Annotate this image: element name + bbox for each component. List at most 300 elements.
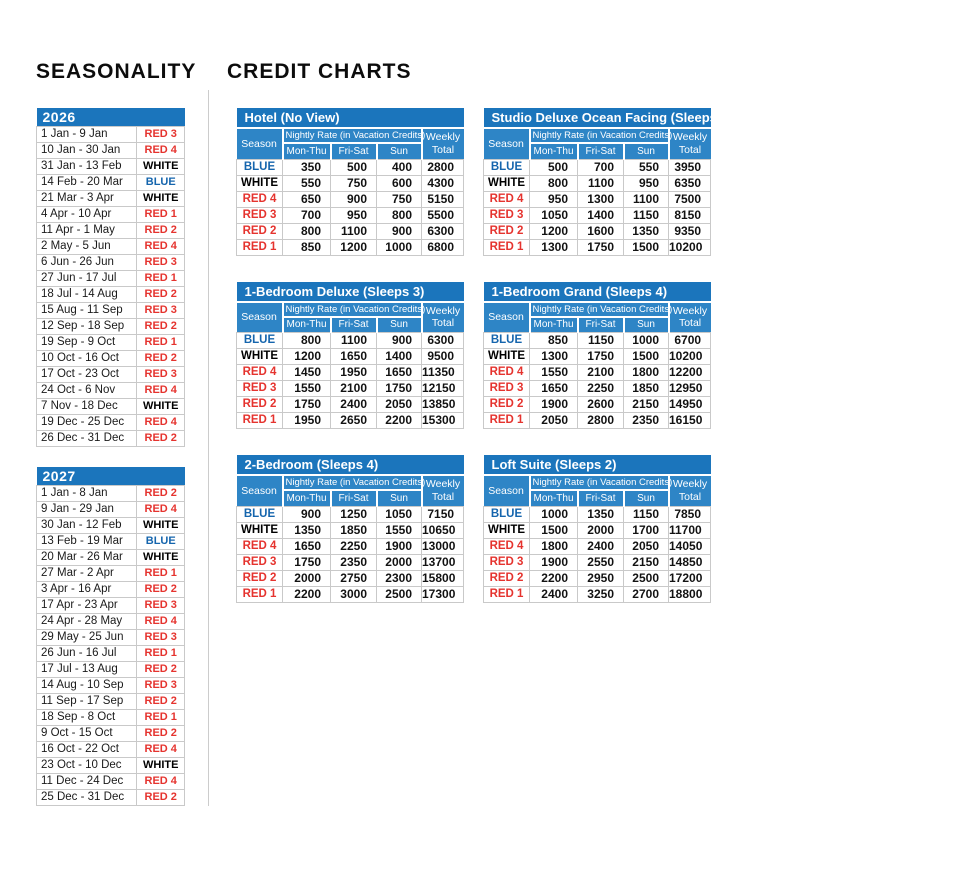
chart-title: Hotel (No View) — [237, 108, 464, 128]
season-date-row — [37, 191, 185, 207]
rate-sun: 950 — [624, 175, 669, 191]
season-label: RED 1 — [137, 566, 185, 582]
season-label: WHITE — [137, 399, 185, 415]
date-range: 10 Jan - 30 Jan — [37, 143, 137, 159]
season-label: RED 3 — [484, 381, 530, 397]
weekly-total-value: 6350 — [669, 175, 711, 191]
column-header-mon-thu: Mon-Thu — [530, 143, 578, 159]
date-range: 12 Sep - 18 Sep — [37, 319, 137, 335]
rate-mon-thu: 1000 — [530, 506, 578, 522]
weekly-total-value: 11350 — [422, 365, 464, 381]
column-header-nightly-rate: Nightly Rate (in Vacation Credits) — [530, 128, 669, 143]
season-date-row — [37, 399, 185, 415]
weekly-total-value: 11700 — [669, 522, 711, 538]
chart-data-row — [484, 522, 711, 538]
column-header-fri-sat: Fri-Sat — [331, 143, 377, 159]
rate-fri-sat: 1350 — [578, 506, 624, 522]
credit-charts-grid — [236, 108, 733, 603]
rate-mon-thu: 700 — [283, 207, 331, 223]
chart-data-row — [237, 413, 464, 429]
season-label: RED 2 — [237, 570, 283, 586]
weekly-total-value: 7850 — [669, 506, 711, 522]
rate-mon-thu: 500 — [530, 159, 578, 175]
rate-mon-thu: 800 — [283, 223, 331, 239]
season-label: BLUE — [484, 333, 530, 349]
date-range: 18 Jul - 14 Aug — [37, 287, 137, 303]
chart-data-row — [237, 506, 464, 522]
season-label: BLUE — [484, 159, 530, 175]
rate-sun: 900 — [377, 333, 422, 349]
season-label: RED 2 — [484, 397, 530, 413]
season-label: BLUE — [484, 506, 530, 522]
season-label: RED 4 — [484, 191, 530, 207]
season-date-row — [37, 662, 185, 678]
weekly-total-value: 18800 — [669, 586, 711, 602]
date-range: 26 Jun - 16 Jul — [37, 646, 137, 662]
season-label: RED 2 — [137, 431, 185, 447]
column-header-fri-sat: Fri-Sat — [578, 143, 624, 159]
rate-sun: 800 — [377, 207, 422, 223]
column-header-fri-sat: Fri-Sat — [331, 490, 377, 506]
rate-sun: 1800 — [624, 365, 669, 381]
season-date-row — [37, 143, 185, 159]
season-label: BLUE — [137, 534, 185, 550]
rate-mon-thu: 850 — [283, 239, 331, 255]
chart-title: 1-Bedroom Deluxe (Sleeps 3) — [237, 282, 464, 302]
rate-sun: 1900 — [377, 538, 422, 554]
weekly-total-value: 16150 — [669, 413, 711, 429]
season-label: RED 4 — [137, 143, 185, 159]
rate-mon-thu: 1650 — [530, 381, 578, 397]
date-range: 24 Oct - 6 Nov — [37, 383, 137, 399]
rate-sun: 550 — [624, 159, 669, 175]
date-range: 20 Mar - 26 Mar — [37, 550, 137, 566]
rate-sun: 2500 — [377, 586, 422, 602]
rate-fri-sat: 1100 — [331, 223, 377, 239]
chart-data-row — [237, 397, 464, 413]
chart-data-row — [484, 538, 711, 554]
season-label: RED 2 — [137, 726, 185, 742]
weekly-total-value: 9500 — [422, 349, 464, 365]
weekly-total-value: 7150 — [422, 506, 464, 522]
seasonality-table — [36, 467, 185, 806]
rate-sun: 750 — [377, 191, 422, 207]
section-divider — [208, 90, 209, 806]
season-label: WHITE — [137, 758, 185, 774]
season-label: RED 4 — [137, 239, 185, 255]
chart-header-row-1 — [237, 302, 464, 317]
year-header-row — [37, 467, 185, 486]
chart-data-row — [484, 506, 711, 522]
season-date-row — [37, 383, 185, 399]
rate-sun: 1400 — [377, 349, 422, 365]
chart-data-row — [484, 191, 711, 207]
rate-mon-thu: 350 — [283, 159, 331, 175]
rate-mon-thu: 1900 — [530, 397, 578, 413]
weekly-total-value: 3950 — [669, 159, 711, 175]
season-label: RED 4 — [137, 502, 185, 518]
chart-title: 2-Bedroom (Sleeps 4) — [237, 455, 464, 475]
rate-mon-thu: 950 — [530, 191, 578, 207]
season-label: BLUE — [137, 175, 185, 191]
chart-data-row — [237, 207, 464, 223]
season-date-row — [37, 758, 185, 774]
date-range: 7 Nov - 18 Dec — [37, 399, 137, 415]
chart-title: Studio Deluxe Ocean Facing (Sleeps 2) — [484, 108, 711, 128]
rate-fri-sat: 1200 — [331, 239, 377, 255]
season-label: RED 1 — [137, 207, 185, 223]
season-label: RED 2 — [137, 790, 185, 806]
column-header-sun: Sun — [377, 317, 422, 333]
chart-data-row — [484, 570, 711, 586]
rate-fri-sat: 1950 — [331, 365, 377, 381]
weekly-total-value: 6300 — [422, 333, 464, 349]
season-date-row — [37, 415, 185, 431]
rate-mon-thu: 1500 — [530, 522, 578, 538]
date-range: 19 Sep - 9 Oct — [37, 335, 137, 351]
credit-charts-heading: CREDIT CHARTS — [227, 60, 412, 83]
weekly-total-value: 17200 — [669, 570, 711, 586]
rate-mon-thu: 2050 — [530, 413, 578, 429]
rate-fri-sat: 1850 — [331, 522, 377, 538]
season-date-row — [37, 127, 185, 143]
rate-mon-thu: 1900 — [530, 554, 578, 570]
column-header-fri-sat: Fri-Sat — [578, 490, 624, 506]
credit-chart-table — [236, 455, 464, 603]
date-range: 17 Apr - 23 Apr — [37, 598, 137, 614]
rate-fri-sat: 1600 — [578, 223, 624, 239]
rate-fri-sat: 3250 — [578, 586, 624, 602]
chart-data-row — [484, 239, 711, 255]
chart-data-row — [484, 381, 711, 397]
rate-fri-sat: 1750 — [578, 349, 624, 365]
rate-sun: 2000 — [377, 554, 422, 570]
rate-fri-sat: 1250 — [331, 506, 377, 522]
season-label: BLUE — [237, 159, 283, 175]
season-label: RED 2 — [137, 486, 185, 502]
season-date-row — [37, 710, 185, 726]
column-header-nightly-rate: Nightly Rate (in Vacation Credits) — [283, 302, 422, 317]
rate-fri-sat: 500 — [331, 159, 377, 175]
date-range: 27 Jun - 17 Jul — [37, 271, 137, 287]
season-date-row — [37, 694, 185, 710]
date-range: 3 Apr - 16 Apr — [37, 582, 137, 598]
season-label: WHITE — [237, 522, 283, 538]
season-date-row — [37, 351, 185, 367]
column-header-mon-thu: Mon-Thu — [283, 490, 331, 506]
season-label: RED 2 — [484, 570, 530, 586]
date-range: 30 Jan - 12 Feb — [37, 518, 137, 534]
season-label: RED 4 — [484, 365, 530, 381]
rate-mon-thu: 2400 — [530, 586, 578, 602]
season-label: RED 3 — [137, 255, 185, 271]
rate-fri-sat: 750 — [331, 175, 377, 191]
column-header-nightly-rate: Nightly Rate (in Vacation Credits) — [530, 302, 669, 317]
chart-data-row — [484, 207, 711, 223]
year-header: 2027 — [37, 467, 185, 486]
season-label: WHITE — [484, 175, 530, 191]
rate-sun: 1150 — [624, 506, 669, 522]
credit-chart-table — [236, 108, 464, 256]
season-label: RED 4 — [137, 383, 185, 399]
credit-chart-table — [483, 108, 733, 256]
season-label: RED 3 — [484, 554, 530, 570]
rate-sun: 1000 — [624, 333, 669, 349]
weekly-total-value: 5500 — [422, 207, 464, 223]
year-header-row — [37, 108, 185, 127]
season-date-row — [37, 550, 185, 566]
rate-mon-thu: 900 — [283, 506, 331, 522]
date-range: 4 Apr - 10 Apr — [37, 207, 137, 223]
rate-sun: 1150 — [624, 207, 669, 223]
rate-sun: 1650 — [377, 365, 422, 381]
column-header-mon-thu: Mon-Thu — [530, 490, 578, 506]
season-date-row — [37, 582, 185, 598]
column-header-mon-thu: Mon-Thu — [283, 317, 331, 333]
season-date-row — [37, 207, 185, 223]
season-date-row — [37, 223, 185, 239]
rate-mon-thu: 1050 — [530, 207, 578, 223]
season-date-row — [37, 614, 185, 630]
season-label: RED 4 — [484, 538, 530, 554]
rate-mon-thu: 1450 — [283, 365, 331, 381]
date-range: 21 Mar - 3 Apr — [37, 191, 137, 207]
chart-data-row — [484, 223, 711, 239]
season-label: RED 1 — [484, 413, 530, 429]
column-header-season: Season — [237, 128, 283, 159]
date-range: 16 Oct - 22 Oct — [37, 742, 137, 758]
chart-data-row — [484, 333, 711, 349]
weekly-total-value: 14950 — [669, 397, 711, 413]
rate-sun: 1500 — [624, 239, 669, 255]
season-date-row — [37, 726, 185, 742]
season-label: RED 3 — [237, 381, 283, 397]
season-label: RED 1 — [237, 413, 283, 429]
weekly-total-value: 15800 — [422, 570, 464, 586]
column-header-weekly-total: Weekly Total — [422, 302, 464, 333]
rate-mon-thu: 1350 — [283, 522, 331, 538]
chart-data-row — [237, 522, 464, 538]
chart-title: Loft Suite (Sleeps 2) — [484, 455, 711, 475]
chart-data-row — [484, 554, 711, 570]
date-range: 9 Oct - 15 Oct — [37, 726, 137, 742]
seasonality-column — [36, 108, 188, 826]
season-date-row — [37, 367, 185, 383]
rate-sun: 2150 — [624, 397, 669, 413]
season-label: WHITE — [137, 518, 185, 534]
rate-fri-sat: 2600 — [578, 397, 624, 413]
date-range: 14 Feb - 20 Mar — [37, 175, 137, 191]
seasonality-table — [36, 108, 185, 447]
chart-title-row — [237, 455, 464, 475]
column-header-fri-sat: Fri-Sat — [331, 317, 377, 333]
rate-fri-sat: 2400 — [578, 538, 624, 554]
rate-fri-sat: 2950 — [578, 570, 624, 586]
rate-sun: 2300 — [377, 570, 422, 586]
rate-sun: 2200 — [377, 413, 422, 429]
weekly-total-value: 10200 — [669, 239, 711, 255]
rate-fri-sat: 2250 — [578, 381, 624, 397]
rate-fri-sat: 900 — [331, 191, 377, 207]
chart-data-row — [237, 159, 464, 175]
chart-data-row — [237, 381, 464, 397]
column-header-sun: Sun — [624, 490, 669, 506]
chart-data-row — [484, 365, 711, 381]
season-date-row — [37, 598, 185, 614]
rate-mon-thu: 1800 — [530, 538, 578, 554]
rate-mon-thu: 800 — [283, 333, 331, 349]
chart-header-row-1 — [484, 302, 711, 317]
season-label: WHITE — [237, 175, 283, 191]
column-header-sun: Sun — [624, 317, 669, 333]
chart-title-row — [484, 455, 711, 475]
chart-data-row — [484, 159, 711, 175]
season-label: RED 1 — [484, 239, 530, 255]
date-range: 11 Apr - 1 May — [37, 223, 137, 239]
season-date-row — [37, 774, 185, 790]
weekly-total-value: 6300 — [422, 223, 464, 239]
season-label: RED 2 — [137, 223, 185, 239]
season-date-row — [37, 319, 185, 335]
season-label: RED 3 — [137, 127, 185, 143]
rate-fri-sat: 2650 — [331, 413, 377, 429]
rate-mon-thu: 1550 — [283, 381, 331, 397]
season-label: RED 4 — [237, 365, 283, 381]
column-header-weekly-total: Weekly Total — [669, 128, 711, 159]
season-date-row — [37, 678, 185, 694]
rate-sun: 2150 — [624, 554, 669, 570]
season-date-row — [37, 630, 185, 646]
rate-fri-sat: 1150 — [578, 333, 624, 349]
rate-fri-sat: 2100 — [331, 381, 377, 397]
season-date-row — [37, 159, 185, 175]
column-header-sun: Sun — [624, 143, 669, 159]
rate-fri-sat: 2250 — [331, 538, 377, 554]
rate-mon-thu: 2200 — [283, 586, 331, 602]
column-header-sun: Sun — [377, 143, 422, 159]
season-date-row — [37, 790, 185, 806]
season-label: RED 4 — [137, 774, 185, 790]
rate-fri-sat: 1300 — [578, 191, 624, 207]
weekly-total-value: 8150 — [669, 207, 711, 223]
rate-sun: 1100 — [624, 191, 669, 207]
rate-mon-thu: 850 — [530, 333, 578, 349]
rate-sun: 400 — [377, 159, 422, 175]
rate-mon-thu: 1200 — [283, 349, 331, 365]
column-header-weekly-total: Weekly Total — [422, 475, 464, 506]
rate-sun: 1050 — [377, 506, 422, 522]
chart-data-row — [237, 333, 464, 349]
chart-header-row-1 — [484, 128, 711, 143]
season-label: RED 2 — [137, 351, 185, 367]
column-header-season: Season — [484, 128, 530, 159]
rate-sun: 1550 — [377, 522, 422, 538]
season-date-row — [37, 742, 185, 758]
season-date-row — [37, 175, 185, 191]
season-date-row — [37, 303, 185, 319]
rate-sun: 2350 — [624, 413, 669, 429]
weekly-total-value: 13000 — [422, 538, 464, 554]
season-label: RED 1 — [237, 239, 283, 255]
rate-fri-sat: 2350 — [331, 554, 377, 570]
season-label: WHITE — [137, 191, 185, 207]
rate-fri-sat: 2000 — [578, 522, 624, 538]
rate-sun: 1700 — [624, 522, 669, 538]
weekly-total-value: 13700 — [422, 554, 464, 570]
rate-sun: 1350 — [624, 223, 669, 239]
weekly-total-value: 15300 — [422, 413, 464, 429]
rate-sun: 2700 — [624, 586, 669, 602]
rate-fri-sat: 3000 — [331, 586, 377, 602]
weekly-total-value: 6800 — [422, 239, 464, 255]
column-header-fri-sat: Fri-Sat — [578, 317, 624, 333]
rate-sun: 900 — [377, 223, 422, 239]
chart-data-row — [237, 586, 464, 602]
rate-mon-thu: 1750 — [283, 397, 331, 413]
season-label: RED 4 — [237, 538, 283, 554]
rate-sun: 2500 — [624, 570, 669, 586]
rate-sun: 2050 — [377, 397, 422, 413]
rate-sun: 1500 — [624, 349, 669, 365]
weekly-total-value: 9350 — [669, 223, 711, 239]
chart-data-row — [237, 365, 464, 381]
season-label: RED 3 — [137, 630, 185, 646]
column-header-mon-thu: Mon-Thu — [283, 143, 331, 159]
season-label: RED 1 — [484, 586, 530, 602]
column-header-season: Season — [484, 475, 530, 506]
season-label: RED 2 — [237, 397, 283, 413]
date-range: 1 Jan - 8 Jan — [37, 486, 137, 502]
rate-fri-sat: 2550 — [578, 554, 624, 570]
date-range: 11 Dec - 24 Dec — [37, 774, 137, 790]
season-label: RED 1 — [137, 646, 185, 662]
season-label: BLUE — [237, 333, 283, 349]
season-date-row — [37, 431, 185, 447]
date-range: 1 Jan - 9 Jan — [37, 127, 137, 143]
weekly-total-value: 7500 — [669, 191, 711, 207]
season-label: WHITE — [484, 522, 530, 538]
chart-data-row — [484, 397, 711, 413]
rate-sun: 1750 — [377, 381, 422, 397]
season-label: RED 2 — [137, 319, 185, 335]
rate-sun: 2050 — [624, 538, 669, 554]
weekly-total-value: 12950 — [669, 381, 711, 397]
column-header-nightly-rate: Nightly Rate (in Vacation Credits) — [283, 128, 422, 143]
rate-mon-thu: 1200 — [530, 223, 578, 239]
rate-mon-thu: 1950 — [283, 413, 331, 429]
season-label: RED 4 — [137, 614, 185, 630]
weekly-total-value: 12200 — [669, 365, 711, 381]
date-range: 17 Jul - 13 Aug — [37, 662, 137, 678]
date-range: 15 Aug - 11 Sep — [37, 303, 137, 319]
chart-data-row — [237, 554, 464, 570]
weekly-total-value: 4300 — [422, 175, 464, 191]
season-label: RED 2 — [137, 694, 185, 710]
rate-mon-thu: 550 — [283, 175, 331, 191]
rate-fri-sat: 1650 — [331, 349, 377, 365]
date-range: 10 Oct - 16 Oct — [37, 351, 137, 367]
date-range: 18 Sep - 8 Oct — [37, 710, 137, 726]
season-date-row — [37, 271, 185, 287]
credit-chart-table — [236, 282, 464, 430]
season-label: RED 4 — [137, 742, 185, 758]
column-header-weekly-total: Weekly Total — [422, 128, 464, 159]
season-date-row — [37, 287, 185, 303]
season-date-row — [37, 255, 185, 271]
season-label: RED 3 — [137, 598, 185, 614]
season-label: BLUE — [237, 506, 283, 522]
seasonality-heading: SEASONALITY — [36, 60, 197, 83]
